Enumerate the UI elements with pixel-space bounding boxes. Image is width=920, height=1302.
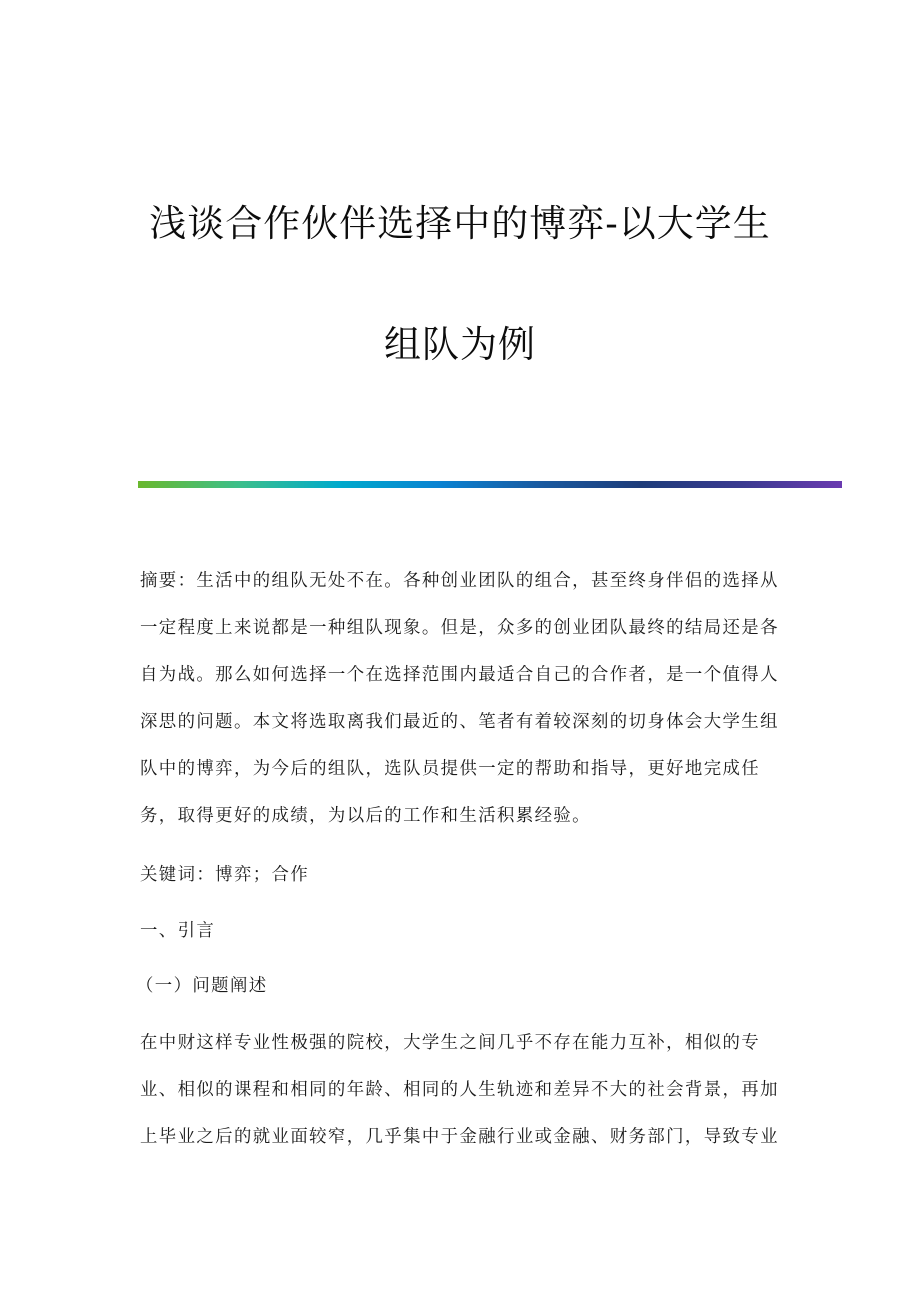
body-line-3: 上毕业之后的就业面较窄，几乎集中于金融行业或金融、财务部门，导致专业 bbox=[140, 1127, 779, 1147]
abstract-line-2: 一定程度上来说都是一种组队现象。但是，众多的创业团队最终的结局还是各 bbox=[140, 618, 779, 638]
abstract-line-3: 自为战。那么如何选择一个在选择范围内最适合自己的合作者，是一个值得人 bbox=[140, 665, 779, 685]
abstract-line-1: 摘要：生活中的组队无处不在。各种创业团队的组合，甚至终身伴侣的选择从 bbox=[140, 571, 779, 591]
abstract-line-6: 务，取得更好的成绩，为以后的工作和生活积累经验。 bbox=[140, 806, 591, 826]
body-line-2: 业、相似的课程和相同的年龄、相同的人生轨迹和差异不大的社会背景，再加 bbox=[140, 1080, 779, 1100]
section-heading: 一、引言 bbox=[140, 921, 216, 941]
body-line-1: 在中财这样专业性极强的院校，大学生之间几乎不存在能力互补，相似的专 bbox=[140, 1033, 761, 1053]
keywords-line: 关键词：博弈；合作 bbox=[140, 865, 310, 885]
document-title-line-2: 组队为例 bbox=[384, 323, 536, 366]
document-title-line-1: 浅谈合作伙伴选择中的博弈-以大学生 bbox=[149, 202, 771, 245]
abstract-line-5: 队中的博弈，为今后的组队，选队员提供一定的帮助和指导，更好地完成任 bbox=[140, 759, 761, 779]
gradient-divider-bar bbox=[138, 481, 842, 488]
abstract-line-4: 深思的问题。本文将选取离我们最近的、笔者有着较深刻的切身体会大学生组 bbox=[140, 712, 779, 732]
subsection-heading: （一）问题阐述 bbox=[136, 976, 268, 996]
